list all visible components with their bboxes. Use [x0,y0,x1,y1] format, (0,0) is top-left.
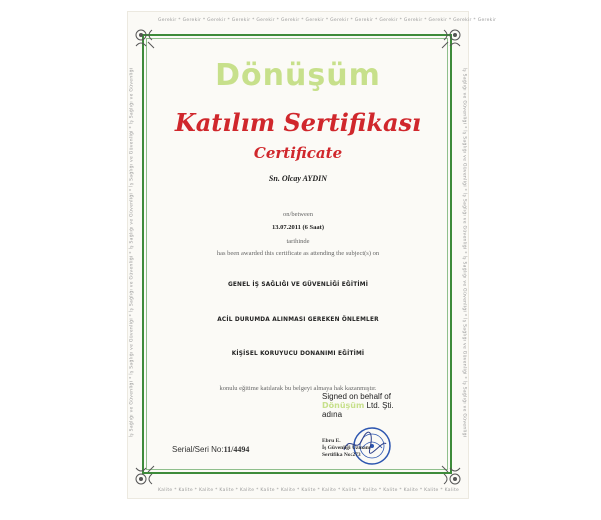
signer-name: Ebru E. [322,438,341,444]
corner-ornament-icon [438,26,464,52]
date-suffix: tarihinde [286,238,310,245]
corner-ornament-icon [438,462,464,488]
certificate-title: Katılım Sertifikası [174,108,422,137]
corner-ornament-icon [132,462,158,488]
serial-label: Serial/Seri No: [172,445,224,454]
border-text-right: İş Sağlığı ve Güvenliği * İş Sağlığı ve Güvenliği * İş Sağlığı ve Güvenliği * İş Sağlığı ve Güvenliği * İş Sağlığı ve Güvenliği * İş Sağlığı ve Güvenliği [461,67,467,438]
signer-title: İş Güvenliği Uzmanı [322,445,371,451]
signed-adina: adına [322,410,343,419]
corner-ornament-icon [132,26,158,52]
signer-cert: Sertifika No:273 [322,452,361,458]
recipient-name: Sn. Olcay AYDIN [268,174,328,183]
serial-value: 11/4494 [223,445,250,454]
brand-logo: Dönüşüm [215,58,381,93]
subject-item: ACİL DURUMDA ALINMASI GEREKEN ÖNLEMLER [217,317,379,323]
signer-block [322,438,402,459]
border-text-top: Gerekir * Gerekir * Gerekir * Gerekir * Gerekir * Gerekir * Gerekir * Gerekir * Gerekir * Gerekir * Gerekir * Gerekir * Gerekir * Gerekir [158,18,497,23]
signed-line: Signed on behalf of [322,392,391,401]
course-date: 13.07.2011 (6 Saat) [272,224,324,231]
certificate-subtitle: Certificate [253,144,343,162]
closing-text: konulu eğitime katılarak bu belgeyi almaya hak kazanmıştır. [219,385,377,392]
between-label: on/between [283,211,313,218]
subject-item: KİŞİSEL KORUYUCU DONANIMI EĞİTİMİ [231,351,365,357]
subject-item: GENEL İŞ SAĞLIĞI VE GÜVENLİĞİ EĞİTİMİ [227,282,369,288]
border-text-left: İş Sağlığı ve Güvenliği * İş Sağlığı ve Güvenliği * İş Sağlığı ve Güvenliği * İş Sağlığı ve Güvenliği * İş Sağlığı ve Güvenliği * İş Sağlığı ve Güvenliği [129,67,135,438]
border-text-bottom: Kalite * Kalite * Kalite * Kalite * Kalite * Kalite * Kalite * Kalite * Kalite * Kalite * Kalite * Kalite * Kalite * Kalite * Kalite [158,488,460,493]
signed-block [322,392,442,419]
signed-company: Ltd. Şti. [364,401,394,410]
serial-number [172,445,249,454]
awarded-text: has been awarded this certificate as attending the subject(s) on [216,250,380,257]
signed-company-line [322,401,442,410]
signed-brand: Dönüşüm [322,401,365,410]
certificate [128,12,497,498]
